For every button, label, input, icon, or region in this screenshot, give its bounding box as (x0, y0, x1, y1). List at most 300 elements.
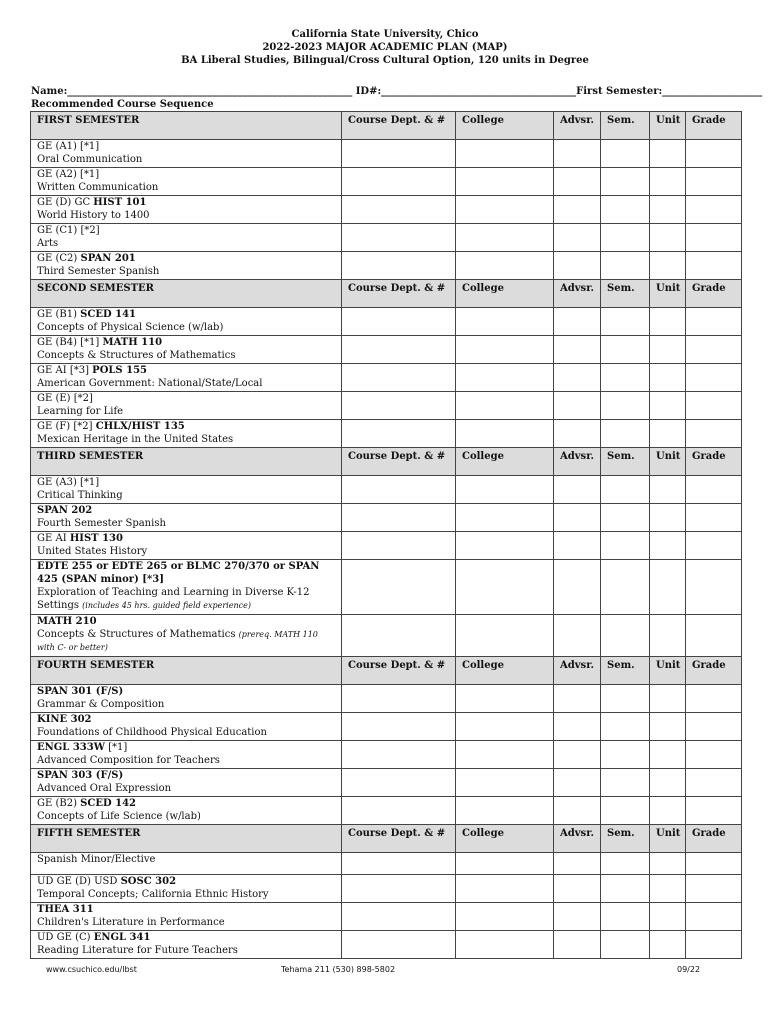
course-description (31, 392, 342, 420)
course-description (31, 196, 342, 224)
course-number: SPAN 303 (F/S) (37, 770, 124, 781)
college-cell[interactable] (456, 853, 554, 875)
course-number: CHLX/HIST 135 (95, 421, 185, 432)
column-header: Course Dept. & # (342, 825, 456, 853)
column-header: Course Dept. & # (342, 657, 456, 685)
grade-cell[interactable] (686, 392, 742, 420)
advisor-cell[interactable] (554, 903, 601, 931)
college-cell[interactable] (456, 741, 554, 769)
column-header: College (456, 825, 554, 853)
unit-cell[interactable] (650, 252, 686, 280)
column-header: Advsr. (554, 657, 601, 685)
course-dept-cell[interactable] (342, 685, 456, 713)
ge-code: GE AI (37, 533, 70, 544)
semester-cell[interactable] (601, 853, 650, 875)
course-title: United States History (37, 546, 148, 557)
semester-cell[interactable] (601, 875, 650, 903)
advisor-cell[interactable] (554, 615, 601, 657)
semester-header-row (31, 112, 742, 140)
semester-cell[interactable] (601, 224, 650, 252)
semester-cell[interactable] (601, 420, 650, 448)
ge-code: GE (A3) [*1] (37, 477, 100, 488)
course-dept-cell[interactable] (342, 615, 456, 657)
ge-code: GE (B4) [*1] (37, 337, 103, 348)
course-row (31, 504, 742, 532)
grade-cell[interactable] (686, 560, 742, 615)
course-number: SPAN 301 (F/S) (37, 686, 124, 697)
column-header: College (456, 280, 554, 308)
course-dept-cell[interactable] (342, 252, 456, 280)
footer-date: 09/22 (677, 965, 701, 974)
course-description (31, 713, 342, 741)
semester-cell[interactable] (601, 931, 650, 959)
column-header: College (456, 657, 554, 685)
course-dept-cell[interactable] (342, 903, 456, 931)
advisor-cell[interactable] (554, 713, 601, 741)
advisor-cell[interactable] (554, 532, 601, 560)
unit-cell[interactable] (650, 476, 686, 504)
unit-cell[interactable] (650, 903, 686, 931)
course-number: SOSC 302 (120, 876, 177, 887)
semester-header-row (31, 825, 742, 853)
college-cell[interactable] (456, 685, 554, 713)
course-dept-cell[interactable] (342, 224, 456, 252)
course-number: MATH 210 (37, 616, 97, 627)
course-description (31, 476, 342, 504)
course-description (31, 168, 342, 196)
course-title: Concepts of Life Science (w/lab) (37, 811, 201, 822)
course-row (31, 252, 742, 280)
semester-cell[interactable] (601, 769, 650, 797)
advisor-cell[interactable] (554, 364, 601, 392)
recommended-heading: Recommended Course Sequence (31, 99, 214, 110)
course-number: MATH 110 (102, 337, 163, 348)
grade-cell[interactable] (686, 931, 742, 959)
college-cell[interactable] (456, 797, 554, 825)
grade-cell[interactable] (686, 336, 742, 364)
college-cell[interactable] (456, 252, 554, 280)
unit-cell[interactable] (650, 196, 686, 224)
course-row (31, 615, 742, 657)
course-title: Written Communication (37, 182, 159, 193)
course-dept-cell[interactable] (342, 392, 456, 420)
column-header: Unit (650, 825, 686, 853)
course-description (31, 140, 342, 168)
college-cell[interactable] (456, 364, 554, 392)
course-row (31, 741, 742, 769)
unit-cell[interactable] (650, 560, 686, 615)
course-number: HIST 130 (69, 533, 123, 544)
column-header: Unit (650, 657, 686, 685)
advisor-cell[interactable] (554, 168, 601, 196)
course-title: Advanced Oral Expression (37, 783, 172, 794)
course-description (31, 685, 342, 713)
grade-cell[interactable] (686, 140, 742, 168)
course-dept-cell[interactable] (342, 504, 456, 532)
course-title: Concepts & Structures of Mathematics (37, 350, 236, 361)
course-plan-table (30, 111, 742, 959)
unit-cell[interactable] (650, 140, 686, 168)
column-header: Unit (650, 448, 686, 476)
course-number: HIST 101 (93, 197, 147, 208)
college-cell[interactable] (456, 875, 554, 903)
column-header: Course Dept. & # (342, 448, 456, 476)
grade-cell[interactable] (686, 875, 742, 903)
course-row (31, 420, 742, 448)
unit-cell[interactable] (650, 168, 686, 196)
plan-title: 2022-2023 MAJOR ACADEMIC PLAN (MAP) (262, 42, 508, 53)
semester-cell[interactable] (601, 615, 650, 657)
advisor-cell[interactable] (554, 685, 601, 713)
column-header: Course Dept. & # (342, 280, 456, 308)
column-header: Sem. (601, 280, 650, 308)
course-dept-cell[interactable] (342, 769, 456, 797)
advisor-cell[interactable] (554, 392, 601, 420)
course-row (31, 532, 742, 560)
semester-cell[interactable] (601, 252, 650, 280)
semester-name: FIRST SEMESTER (31, 112, 342, 140)
course-number: ENGL 341 (93, 932, 151, 943)
course-dept-cell[interactable] (342, 336, 456, 364)
unit-cell[interactable] (650, 336, 686, 364)
ge-code: GE (A2) [*1] (37, 169, 100, 180)
course-dept-cell[interactable] (342, 853, 456, 875)
course-description (31, 797, 342, 825)
unit-cell[interactable] (650, 224, 686, 252)
course-title: Fourth Semester Spanish (37, 518, 166, 529)
column-header: Advsr. (554, 448, 601, 476)
course-row (31, 560, 742, 615)
course-description (31, 741, 342, 769)
semester-cell[interactable] (601, 504, 650, 532)
course-row (31, 903, 742, 931)
semester-cell[interactable] (601, 364, 650, 392)
grade-cell[interactable] (686, 420, 742, 448)
course-row (31, 196, 742, 224)
advisor-cell[interactable] (554, 504, 601, 532)
unit-cell[interactable] (650, 364, 686, 392)
course-title: Third Semester Spanish (37, 266, 160, 277)
semester-cell[interactable] (601, 741, 650, 769)
college-cell[interactable] (456, 532, 554, 560)
course-row (31, 392, 742, 420)
degree-title: BA Liberal Studies, Bilingual/Cross Cultural Option, 120 units in Degree (181, 55, 589, 66)
course-title: Grammar & Composition (37, 699, 165, 710)
grade-cell[interactable] (686, 196, 742, 224)
course-dept-cell[interactable] (342, 364, 456, 392)
ge-code: GE (B1) (37, 309, 81, 320)
column-header: Grade (686, 112, 742, 140)
grade-cell[interactable] (686, 741, 742, 769)
advisor-cell[interactable] (554, 741, 601, 769)
footer-website[interactable]: www.csuchico.edu/lbst (46, 965, 137, 974)
footer-contact: Tehama 211 (530) 898-5802 (281, 965, 396, 974)
semester-cell[interactable] (601, 903, 650, 931)
advisor-cell[interactable] (554, 875, 601, 903)
ge-code: GE (C1) [*2] (37, 225, 100, 236)
grade-cell[interactable] (686, 532, 742, 560)
course-row (31, 875, 742, 903)
column-header: Sem. (601, 112, 650, 140)
course-row (31, 168, 742, 196)
column-header: Advsr. (554, 280, 601, 308)
college-cell[interactable] (456, 615, 554, 657)
semester-cell[interactable] (601, 336, 650, 364)
unit-cell[interactable] (650, 713, 686, 741)
column-header: Sem. (601, 657, 650, 685)
column-header: Grade (686, 825, 742, 853)
course-number: SPAN 202 (37, 505, 93, 516)
ge-code: GE (C2) (37, 253, 81, 264)
course-dept-cell[interactable] (342, 560, 456, 615)
column-header: Advsr. (554, 825, 601, 853)
course-title: Oral Communication (37, 154, 143, 165)
unit-cell[interactable] (650, 853, 686, 875)
semester-header-row (31, 657, 742, 685)
advisor-cell[interactable] (554, 853, 601, 875)
grade-cell[interactable] (686, 853, 742, 875)
college-cell[interactable] (456, 903, 554, 931)
advisor-cell[interactable] (554, 336, 601, 364)
course-title: Critical Thinking (37, 490, 123, 501)
course-dept-cell[interactable] (342, 140, 456, 168)
semester-cell[interactable] (601, 140, 650, 168)
course-number: ENGL 333W (37, 742, 105, 753)
course-description (31, 308, 342, 336)
course-dept-cell[interactable] (342, 741, 456, 769)
semester-cell[interactable] (601, 532, 650, 560)
advisor-cell[interactable] (554, 420, 601, 448)
grade-cell[interactable] (686, 308, 742, 336)
course-title: World History to 1400 (37, 210, 150, 221)
course-dept-cell[interactable] (342, 168, 456, 196)
course-row (31, 140, 742, 168)
semester-cell[interactable] (601, 797, 650, 825)
unit-cell[interactable] (650, 504, 686, 532)
course-number: SCED 141 (80, 309, 137, 320)
advisor-cell[interactable] (554, 797, 601, 825)
advisor-cell[interactable] (554, 224, 601, 252)
course-description (31, 903, 342, 931)
course-row (31, 931, 742, 959)
grade-cell[interactable] (686, 797, 742, 825)
semester-cell[interactable] (601, 713, 650, 741)
college-cell[interactable] (456, 168, 554, 196)
course-row (31, 853, 742, 875)
course-title: American Government: National/State/Local (37, 378, 263, 389)
course-dept-cell[interactable] (342, 797, 456, 825)
course-description (31, 504, 342, 532)
semester-name: FOURTH SEMESTER (31, 657, 342, 685)
column-header: College (456, 112, 554, 140)
course-dept-cell[interactable] (342, 196, 456, 224)
semester-header-row (31, 448, 742, 476)
advisor-cell[interactable] (554, 560, 601, 615)
course-number: EDTE 255 or EDTE 265 or BLMC 270/370 or SPAN 425 (SPAN minor) [*3] (37, 561, 320, 585)
course-dept-cell[interactable] (342, 713, 456, 741)
unit-cell[interactable] (650, 532, 686, 560)
course-dept-cell[interactable] (342, 476, 456, 504)
course-row (31, 713, 742, 741)
semester-header-row (31, 280, 742, 308)
college-cell[interactable] (456, 931, 554, 959)
course-title: Temporal Concepts; California Ethnic History (37, 889, 269, 900)
advisor-cell[interactable] (554, 308, 601, 336)
column-header: Grade (686, 280, 742, 308)
ge-code: GE AI [*3] (37, 365, 93, 376)
course-dept-cell[interactable] (342, 875, 456, 903)
advisor-cell[interactable] (554, 252, 601, 280)
course-description (31, 931, 342, 959)
unit-cell[interactable] (650, 769, 686, 797)
course-title: Concepts & Structures of Mathematics (37, 629, 236, 640)
course-dept-cell[interactable] (342, 308, 456, 336)
student-info-line[interactable]: Name:_________________________________________________________ ID#:_______________________________________First Semester:____________________ (31, 86, 763, 97)
course-title: Spanish Minor/Elective (37, 854, 156, 865)
college-cell[interactable] (456, 336, 554, 364)
college-cell[interactable] (456, 392, 554, 420)
course-note: (prereq. MATH 110 with C- or better) (37, 630, 318, 652)
column-header: College (456, 448, 554, 476)
grade-cell[interactable] (686, 903, 742, 931)
course-description (31, 769, 342, 797)
grade-cell[interactable] (686, 769, 742, 797)
advisor-cell[interactable] (554, 931, 601, 959)
column-header: Advsr. (554, 112, 601, 140)
semester-cell[interactable] (601, 308, 650, 336)
grade-cell[interactable] (686, 476, 742, 504)
university-name: California State University, Chico (291, 29, 479, 40)
college-cell[interactable] (456, 196, 554, 224)
course-description (31, 336, 342, 364)
column-header: Unit (650, 112, 686, 140)
course-title: Arts (37, 238, 59, 249)
course-dept-cell[interactable] (342, 532, 456, 560)
semester-name: FIFTH SEMESTER (31, 825, 342, 853)
semester-cell[interactable] (601, 392, 650, 420)
grade-cell[interactable] (686, 224, 742, 252)
ge-code: UD GE (D) USD (37, 876, 121, 887)
column-header: Sem. (601, 825, 650, 853)
unit-cell[interactable] (650, 685, 686, 713)
course-row (31, 364, 742, 392)
course-description (31, 224, 342, 252)
unit-cell[interactable] (650, 308, 686, 336)
course-row (31, 797, 742, 825)
college-cell[interactable] (456, 476, 554, 504)
grade-cell[interactable] (686, 713, 742, 741)
ge-code: GE (D) GC (37, 197, 94, 208)
course-number: SPAN 201 (80, 253, 136, 264)
course-row (31, 308, 742, 336)
course-title: Learning for Life (37, 406, 124, 417)
advisor-cell[interactable] (554, 140, 601, 168)
college-cell[interactable] (456, 769, 554, 797)
grade-cell[interactable] (686, 364, 742, 392)
semester-cell[interactable] (601, 196, 650, 224)
ge-code: GE (B2) (37, 798, 81, 809)
college-cell[interactable] (456, 140, 554, 168)
course-title: Reading Literature for Future Teachers (37, 945, 238, 956)
course-dept-cell[interactable] (342, 931, 456, 959)
unit-cell[interactable] (650, 875, 686, 903)
college-cell[interactable] (456, 504, 554, 532)
course-title: Advanced Composition for Teachers (37, 755, 220, 766)
college-cell[interactable] (456, 308, 554, 336)
grade-cell[interactable] (686, 685, 742, 713)
column-header: Grade (686, 448, 742, 476)
advisor-cell[interactable] (554, 196, 601, 224)
advisor-cell[interactable] (554, 769, 601, 797)
course-description (31, 875, 342, 903)
ge-code: GE (E) [*2] (37, 393, 93, 404)
course-number: SCED 142 (80, 798, 137, 809)
ge-code: GE (F) [*2] (37, 421, 96, 432)
ge-code: GE (A1) [*1] (37, 141, 100, 152)
course-row (31, 769, 742, 797)
course-description (31, 853, 342, 875)
semester-name: SECOND SEMESTER (31, 280, 342, 308)
course-description (31, 252, 342, 280)
unit-cell[interactable] (650, 931, 686, 959)
unit-cell[interactable] (650, 420, 686, 448)
grade-cell[interactable] (686, 615, 742, 657)
semester-cell[interactable] (601, 560, 650, 615)
course-number: THEA 311 (37, 904, 94, 915)
course-title: Foundations of Childhood Physical Education (37, 727, 267, 738)
course-dept-cell[interactable] (342, 420, 456, 448)
semester-cell[interactable] (601, 168, 650, 196)
course-row (31, 476, 742, 504)
column-header: Unit (650, 280, 686, 308)
advisor-cell[interactable] (554, 476, 601, 504)
college-cell[interactable] (456, 560, 554, 615)
column-header: Grade (686, 657, 742, 685)
course-title: Children's Literature in Performance (37, 917, 225, 928)
semester-cell[interactable] (601, 685, 650, 713)
college-cell[interactable] (456, 420, 554, 448)
course-title: Exploration of Teaching and Learning in Diverse K-12 Settings (37, 587, 310, 611)
grade-cell[interactable] (686, 168, 742, 196)
ge-code: [*1] (104, 742, 128, 753)
course-title: Concepts of Physical Science (w/lab) (37, 322, 224, 333)
unit-cell[interactable] (650, 615, 686, 657)
grade-cell[interactable] (686, 504, 742, 532)
course-description (31, 364, 342, 392)
course-description (31, 532, 342, 560)
college-cell[interactable] (456, 224, 554, 252)
course-row (31, 336, 742, 364)
course-description (31, 420, 342, 448)
semester-name: THIRD SEMESTER (31, 448, 342, 476)
unit-cell[interactable] (650, 797, 686, 825)
ge-code: UD GE (C) (37, 932, 94, 943)
course-number: KINE 302 (37, 714, 92, 725)
course-description (31, 560, 342, 615)
course-title: Mexican Heritage in the United States (37, 434, 234, 445)
college-cell[interactable] (456, 713, 554, 741)
course-row (31, 685, 742, 713)
course-note: (includes 45 hrs. guided field experience) (82, 601, 251, 610)
grade-cell[interactable] (686, 252, 742, 280)
course-description (31, 615, 342, 657)
unit-cell[interactable] (650, 392, 686, 420)
course-number: POLS 155 (92, 365, 148, 376)
column-header: Course Dept. & # (342, 112, 456, 140)
semester-cell[interactable] (601, 476, 650, 504)
unit-cell[interactable] (650, 741, 686, 769)
column-header: Sem. (601, 448, 650, 476)
